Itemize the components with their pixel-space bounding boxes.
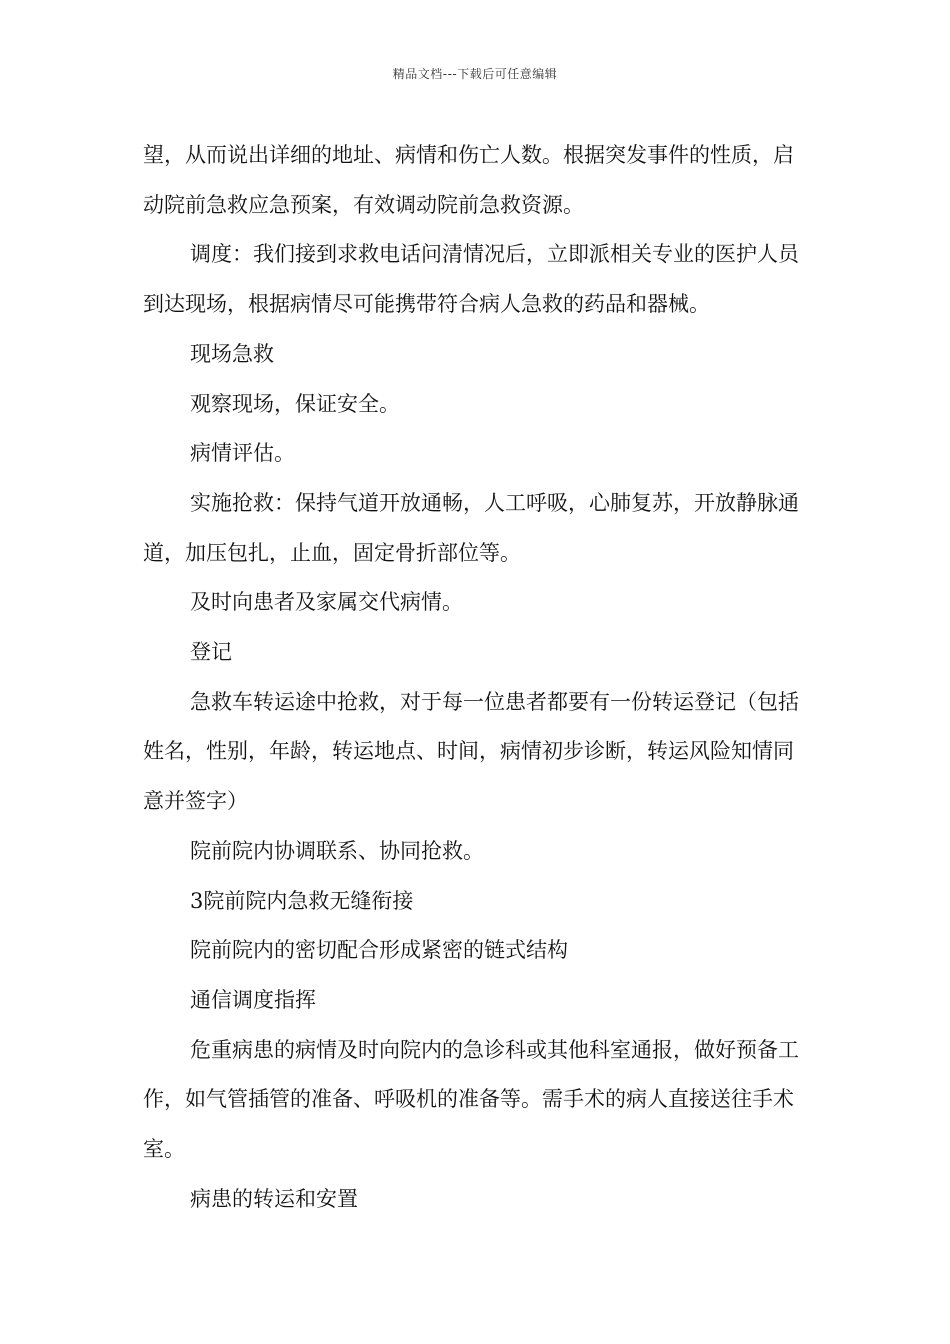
paragraph-11: 3院前院内急救无缝衔接 xyxy=(190,888,414,913)
paragraph-2: 调度：我们接到求救电话问清情况后，立即派相关专业的医护人员到达现场，根据病情尽可能携带符合病人急救的药品和器械。 xyxy=(143,242,799,317)
paragraph-8: 登记 xyxy=(190,640,232,665)
paragraph-3: 现场急救 xyxy=(190,341,274,366)
paragraph-14: 危重病患的病情及时向院内的急诊科或其他科室通报，做好预备工作，如气管插管的准备、呼吸机的准备等。需手术的病人直接送往手术室。 xyxy=(143,1037,799,1162)
paragraph-13: 通信调度指挥 xyxy=(190,987,316,1012)
paragraph-15: 病患的转运和安置 xyxy=(190,1186,358,1211)
paragraph-5: 病情评估。 xyxy=(190,441,295,466)
document-body xyxy=(143,131,813,1224)
paragraph-6: 实施抢救：保持气道开放通畅，人工呼吸，心肺复苏，开放静脉通道，加压包扎，止血，固定骨折部位等。 xyxy=(143,490,799,565)
paragraph-7: 及时向患者及家属交代病情。 xyxy=(190,590,463,615)
paragraph-1: 望，从而说出详细的地址、病情和伤亡人数。根据突发事件的性质，启动院前急救应急预案，有效调动院前急救资源。 xyxy=(143,143,794,217)
page-header: 精品文档---下载后可任意编辑 xyxy=(392,67,558,81)
paragraph-12: 院前院内的密切配合形成紧密的链式结构 xyxy=(190,938,568,963)
paragraph-10: 院前院内协调联系、协同抢救。 xyxy=(190,838,484,863)
paragraph-9: 急救车转运途中抢救，对于每一位患者都要有一份转运登记（包括姓名，性别，年龄，转运地点、时间，病情初步诊断，转运风险知情同意并签字） xyxy=(143,689,799,814)
paragraph-4: 观察现场，保证安全。 xyxy=(190,391,400,416)
